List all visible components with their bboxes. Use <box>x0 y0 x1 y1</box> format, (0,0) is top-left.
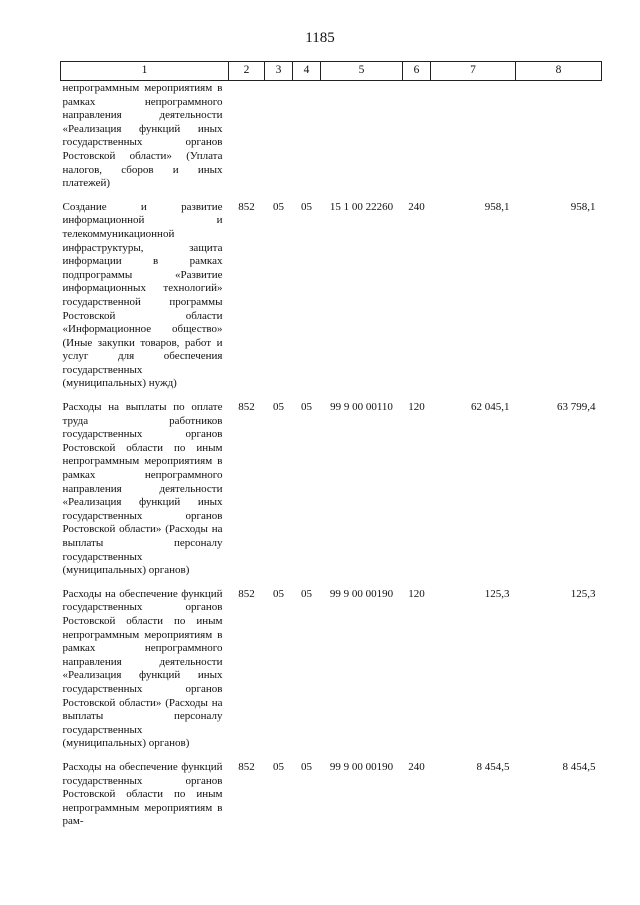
budget-table <box>60 61 602 829</box>
table-row <box>61 391 602 578</box>
column-header: 1 <box>61 62 229 81</box>
column-header: 7 <box>431 62 516 81</box>
cell-amount-7 <box>431 81 516 191</box>
cell-code-2: 852 <box>238 401 255 414</box>
cell-code-2: 852 <box>238 587 255 600</box>
cell-code-6: 120 <box>408 587 425 600</box>
table-row <box>61 81 602 191</box>
cell-amount-7: 62 045,1 <box>471 401 510 414</box>
cell-code-5: 99 9 00 00190 <box>329 587 394 600</box>
column-header: 4 <box>293 62 321 81</box>
row-description: непрограммным мероприятиям в рамках непрограммного направления деятельности «Реализация функций иных государственных органов Ростовской области» (Уплата налогов, сборов и иных платежей) <box>62 82 223 190</box>
page-number: 1185 <box>305 30 335 46</box>
cell-code-5: 99 9 00 00190 <box>329 760 394 773</box>
cell-code-6 <box>403 81 431 191</box>
cell-amount-7: 8 454,5 <box>476 760 510 773</box>
column-header: 2 <box>229 62 265 81</box>
cell-code-3: 05 <box>273 200 284 213</box>
cell-code-5: 99 9 00 00110 <box>330 401 393 414</box>
column-header: 8 <box>516 62 602 81</box>
cell-code-6: 240 <box>408 200 425 213</box>
cell-code-4: 05 <box>301 587 312 600</box>
row-description: Расходы на выплаты по оплате труда работников государственных органов Ростовской области по иным непрограммным мероприятиям в рамках непрограммного направления деятельности «Реализация функций иных государственных органов Ростовской области» (Расходы на выплаты персоналу государственных (муниципальных) органов) <box>62 401 223 577</box>
cell-code-3: 05 <box>273 401 284 414</box>
cell-code-3 <box>265 81 293 191</box>
cell-amount-7: 958,1 <box>484 200 510 213</box>
cell-amount-8 <box>516 81 602 191</box>
cell-code-4: 05 <box>301 760 312 773</box>
cell-code-2: 852 <box>238 760 255 773</box>
table-header-row <box>61 62 602 81</box>
row-description: Создание и развитие информационной и телекоммуникационной инфраструктуры, защита информации в рамках подпрограммы «Развитие информационных технологий» государственной программы Ростовской области «Информационное общество» (Иные закупки товаров, работ и услуг для обеспечения государственных (муниципальных) нужд) <box>62 200 223 390</box>
column-header: 6 <box>403 62 431 81</box>
column-header: 5 <box>321 62 403 81</box>
cell-amount-8: 958,1 <box>570 200 596 213</box>
cell-code-5 <box>321 81 403 191</box>
cell-code-4: 05 <box>301 401 312 414</box>
cell-code-6: 120 <box>408 401 425 414</box>
cell-code-4: 05 <box>301 200 312 213</box>
cell-amount-8: 63 799,4 <box>557 401 596 414</box>
table-row <box>61 578 602 751</box>
cell-code-3: 05 <box>273 760 284 773</box>
cell-code-3: 05 <box>273 587 284 600</box>
cell-code-4 <box>293 81 321 191</box>
cell-amount-8: 8 454,5 <box>562 760 596 773</box>
cell-code-2 <box>229 81 265 191</box>
cell-code-2: 852 <box>238 200 255 213</box>
table-row <box>61 191 602 391</box>
cell-amount-7: 125,3 <box>484 587 510 600</box>
row-description: Расходы на обеспечение функций государственных органов Ростовской области по иным непрограммным мероприятиям в рамках непрограммного направления деятельности «Реализация функций иных государственных органов Ростовской области» (Расходы на выплаты персоналу государственных (муниципальных) органов) <box>62 587 223 750</box>
table-row <box>61 751 602 829</box>
cell-code-5: 15 1 00 22260 <box>329 200 394 213</box>
row-description: Расходы на обеспечение функций государственных органов Ростовской области по иным непрограммным мероприятиям в рам- <box>62 760 223 828</box>
cell-code-6: 240 <box>408 760 425 773</box>
column-header: 3 <box>265 62 293 81</box>
cell-amount-8: 125,3 <box>570 587 596 600</box>
